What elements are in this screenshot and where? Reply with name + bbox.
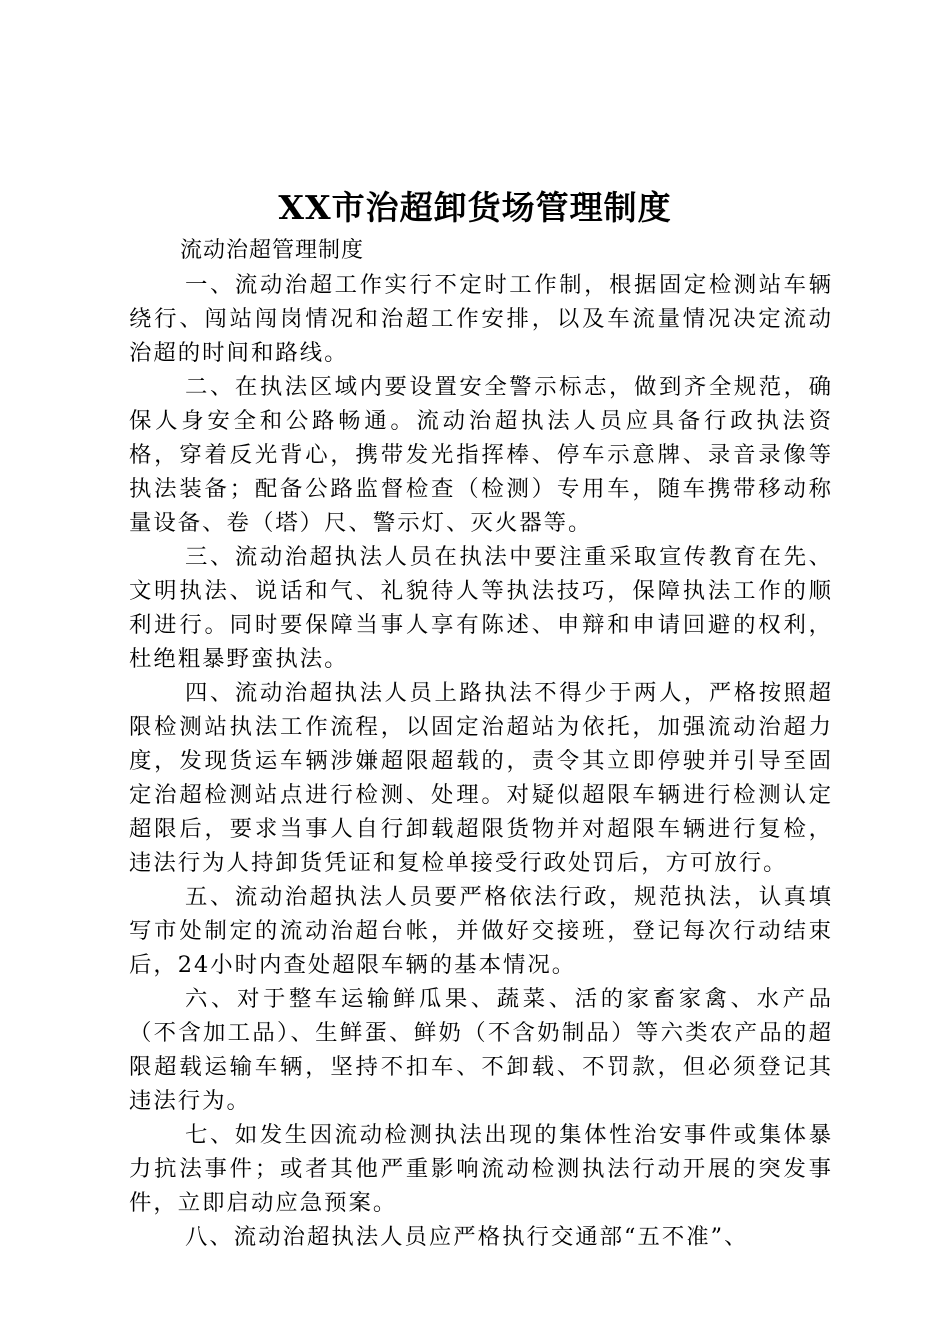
paragraph-8: 八、流动治超执法人员应严格执行交通部“五不准”、 xyxy=(185,1224,749,1250)
document-title: XX市治超卸货场管理制度 xyxy=(278,188,672,227)
paragraph-4: 四、流动治超执法人员上路执法不得少于两人，严格按照超限检测站执法工作流程，以固定治超站为依托，加强流动治超力度，发现货运车辆涉嫌超限超载的，责令其立即停驶并引导至固定治超检测站点进行检测、处理。对疑似超限车辆进行检测认定超限后，要求当事人自行卸载超限货物并对超限车辆进行复检，违法行为人持卸货凭证和复检单接受行政处罚后，方可放行。 xyxy=(129,680,833,876)
paragraph-5: 五、流动治超执法人员要严格依法行政，规范执法，认真填写市处制定的流动治超台帐，并做好交接班，登记每次行动结束后，24小时内查处超限车辆的基本情况。 xyxy=(129,884,833,978)
paragraph-2: 二、在执法区域内要设置安全警示标志，做到齐全规范，确保人身安全和公路畅通。流动治超执法人员应具备行政执法资格，穿着反光背心，携带发光指挥棒、停车示意牌、录音录像等执法装备；配备公路监督检查（检测）专用车，随车携带移动称量设备、卷（塔）尺、警示灯、灭火器等。 xyxy=(129,374,833,536)
paragraph-6: 六、对于整车运输鲜瓜果、蔬菜、活的家畜家禽、水产品（不含加工品）、生鲜蛋、鲜奶（不含奶制品）等六类农产品的超限超载运输车辆，坚持不扣车、不卸载、不罚款，但必须登记其违法行为。 xyxy=(129,986,833,1114)
paragraph-3: 三、流动治超执法人员在执法中要注重采取宣传教育在先、文明执法、说话和气、礼貌待人等执法技巧，保障执法工作的顺利进行。同时要保障当事人享有陈述、申辩和申请回避的权利，杜绝粗暴野蛮执法。 xyxy=(129,544,833,672)
paragraph-7: 七、如发生因流动检测执法出现的集体性治安事件或集体暴力抗法事件；或者其他严重影响流动检测执法行动开展的突发事件，立即启动应急预案。 xyxy=(129,1122,833,1216)
document-body xyxy=(129,234,833,1254)
paragraph-1: 一、流动治超工作实行不定时工作制，根据固定检测站车辆绕行、闯站闯岗情况和治超工作安排，以及车流量情况决定流动治超的时间和路线。 xyxy=(129,272,833,366)
section-heading: 流动治超管理制度 xyxy=(180,238,365,263)
